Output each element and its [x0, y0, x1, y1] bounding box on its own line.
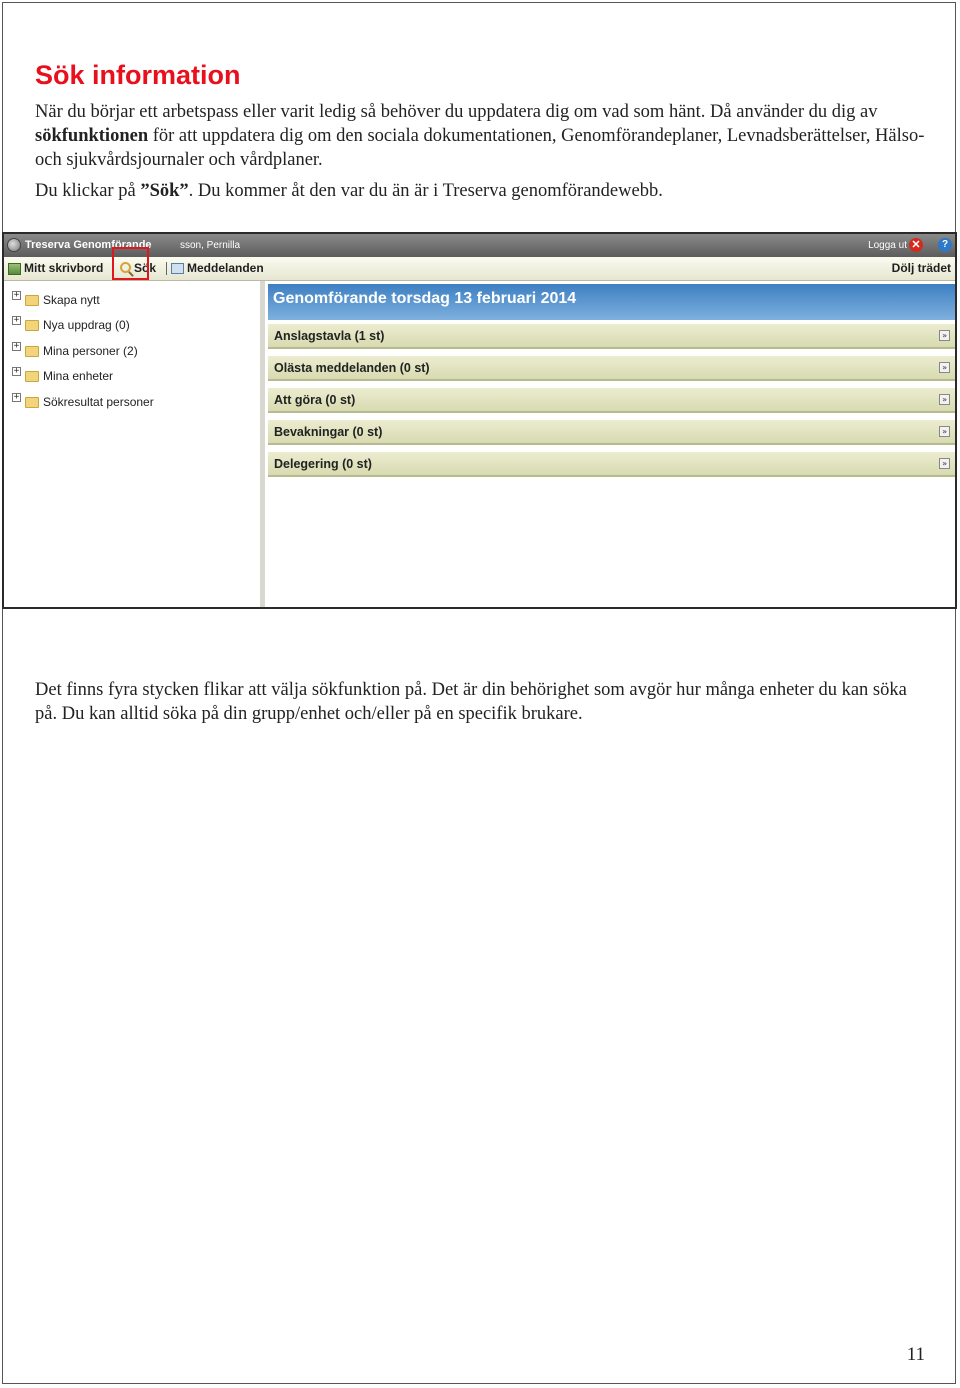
help-icon[interactable]: ?: [938, 238, 952, 252]
main-content: [265, 281, 955, 607]
folder-icon: [25, 346, 39, 357]
tree-item[interactable]: [12, 367, 113, 385]
desk-button[interactable]: [8, 257, 103, 280]
intro-paragraph: När du börjar ett arbetspass eller varit ledig så behöver du uppdatera dig om vad som hänt. Då använder du dig av sökfunktionen för att uppdatera dig om den sociala dokumentationen, Genomförandeplaner, Levnadsberättelser, Hälso- och sjukvårdsjournaler och vårdplaner.: [35, 102, 925, 170]
messages-button[interactable]: [171, 257, 264, 280]
app-screenshot: [2, 232, 957, 609]
app-logo-icon: [7, 238, 21, 252]
main-title: Genomförande torsdag 13 februari 2014: [268, 284, 955, 320]
expand-icon[interactable]: +: [13, 290, 20, 300]
panel-header[interactable]: [268, 324, 955, 349]
tree-item[interactable]: [12, 316, 130, 334]
hide-tree-button[interactable]: Dölj trädet: [891, 261, 951, 275]
folder-icon: [25, 397, 39, 408]
desk-icon: [8, 263, 21, 275]
tree-item-label: Mina enheter: [43, 369, 114, 383]
expand-panel-icon[interactable]: »: [939, 458, 950, 469]
logout-link[interactable]: Logga ut: [868, 240, 907, 251]
tree-sidebar: [4, 281, 265, 607]
expand-icon[interactable]: +: [13, 315, 20, 325]
tree-item-label: Sökresultat personer: [43, 395, 154, 409]
panel-label: Bevakningar (0 st): [274, 425, 383, 439]
panel-label: Delegering (0 st): [274, 457, 372, 471]
expand-icon[interactable]: +: [13, 341, 20, 351]
user-name: sson, Pernilla: [180, 240, 241, 251]
expand-icon[interactable]: +: [13, 366, 20, 376]
tree-item[interactable]: [12, 342, 138, 360]
panel-header[interactable]: [268, 388, 955, 413]
expand-icon[interactable]: +: [13, 392, 20, 402]
panel-header[interactable]: [268, 420, 955, 445]
expand-panel-icon[interactable]: »: [939, 394, 950, 405]
tree-item[interactable]: [12, 291, 100, 309]
tree-item-label: Skapa nytt: [43, 293, 100, 307]
tree-item[interactable]: [12, 393, 154, 411]
panel-label: Anslagstavla (1 st): [274, 329, 385, 343]
expand-panel-icon[interactable]: »: [939, 330, 950, 341]
highlight-box: [112, 247, 149, 280]
page-heading: Sök information: [35, 60, 241, 90]
panel-label: Att göra (0 st): [274, 393, 356, 407]
tree-item-label: Nya uppdrag (0): [43, 318, 130, 332]
page-number: 11: [906, 1344, 925, 1365]
search-label: Sök: [134, 261, 157, 275]
folder-icon: [25, 295, 39, 306]
message-icon: [171, 263, 184, 274]
panel-header[interactable]: [268, 356, 955, 381]
desk-label: Mitt skrivbord: [24, 261, 104, 275]
panel-header[interactable]: [268, 452, 955, 477]
close-icon[interactable]: ✕: [909, 238, 923, 252]
panel-label: Olästa meddelanden (0 st): [274, 361, 430, 375]
folder-icon: [25, 320, 39, 331]
tree-item-label: Mina personer (2): [43, 344, 138, 358]
toolbar-separator: [166, 262, 167, 275]
instruction-paragraph: Du klickar på ”Sök”. Du kommer åt den var du än är i Treserva genomförandewebb.: [35, 181, 663, 201]
expand-panel-icon[interactable]: »: [939, 426, 950, 437]
tabs-paragraph: Det finns fyra stycken flikar att välja sökfunktion på. Det är din behörighet som avgör hur många enheter du kan söka på. Du kan alltid söka på din grupp/enhet och/eller på en specifik brukare.: [35, 680, 907, 724]
expand-panel-icon[interactable]: »: [939, 362, 950, 373]
folder-icon: [25, 371, 39, 382]
app-title: Treserva Genomförande: [25, 239, 152, 251]
messages-label: Meddelanden: [187, 261, 264, 275]
